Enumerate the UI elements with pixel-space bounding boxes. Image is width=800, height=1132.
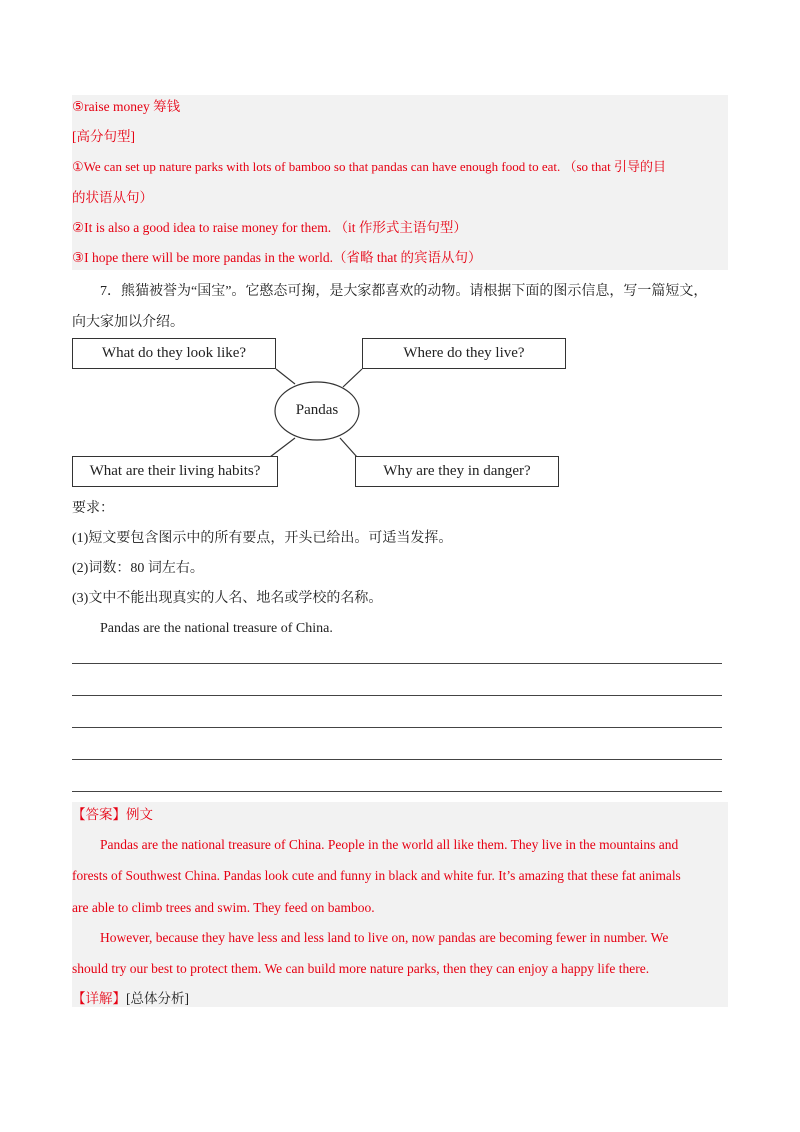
answer-label: 【答案】例文 [72, 807, 153, 822]
diagram-box-habits: What are their living habits? [72, 456, 278, 487]
question-line-1: 7．熊猫被誉为“国宝”。它憨态可掬，是大家都喜欢的动物。请根据下面的图示信息，写一篇短文， [100, 284, 708, 299]
requirement-1: (1)短文要包含图示中的所有要点，开头已给出。可适当发挥。 [72, 531, 453, 546]
detail-text: [总体分析] [126, 991, 189, 1006]
answer-p1-line-2: forests of Southwest China. Pandas look cute and funny in black and white fur. It’s amazing that these fat animals [72, 868, 681, 883]
requirement-3: (3)文中不能出现真实的人名、地名或学校的名称。 [72, 591, 383, 606]
requirements-title: 要求： [72, 501, 114, 516]
writing-line-5 [72, 791, 722, 792]
sentence-1-line-2: 的状语从句） [72, 190, 153, 205]
diagram-box-look: What do they look like? [72, 338, 276, 369]
phrase-raise-money: ⑤raise money 筹钱 [72, 99, 181, 114]
writing-line-2 [72, 695, 722, 696]
writing-line-4 [72, 759, 722, 760]
diagram-box-live: Where do they live? [362, 338, 566, 369]
answer-p1-line-1: Pandas are the national treasure of China. People in the world all like them. They live in the mountains and [100, 837, 679, 852]
answer-p2-line-2: should try our best to protect them. We can build more nature parks, then they can enjoy a happy life there. [72, 961, 650, 976]
writing-line-1 [72, 663, 722, 664]
diagram-center-label: Pandas [295, 402, 339, 418]
sentence-3: ③I hope there will be more pandas in the world.（省略 that 的宾语从句） [72, 250, 482, 265]
detail-heading [72, 990, 189, 1008]
sentence-1-line-1: ①We can set up nature parks with lots of bamboo so that pandas can have enough food to eat. （so that 引导的目 [72, 159, 667, 174]
diagram-box-danger: Why are they in danger? [355, 456, 559, 487]
opening-sentence: Pandas are the national treasure of China. [100, 621, 333, 636]
section-header: [高分句型] [72, 129, 135, 144]
answer-p1-line-3: are able to climb trees and swim. They feed on bamboo. [72, 900, 375, 915]
answer-p2-line-1: However, because they have less and less land to live on, now pandas are becoming fewer in number. We [100, 930, 669, 945]
writing-line-3 [72, 727, 722, 728]
detail-label: 【详解】 [72, 991, 126, 1006]
question-line-2: 向大家加以介绍。 [72, 315, 184, 330]
requirement-2: (2)词数：80 词左右。 [72, 561, 204, 576]
sentence-2: ②It is also a good idea to raise money for them. （it 作形式主语句型） [72, 220, 467, 235]
